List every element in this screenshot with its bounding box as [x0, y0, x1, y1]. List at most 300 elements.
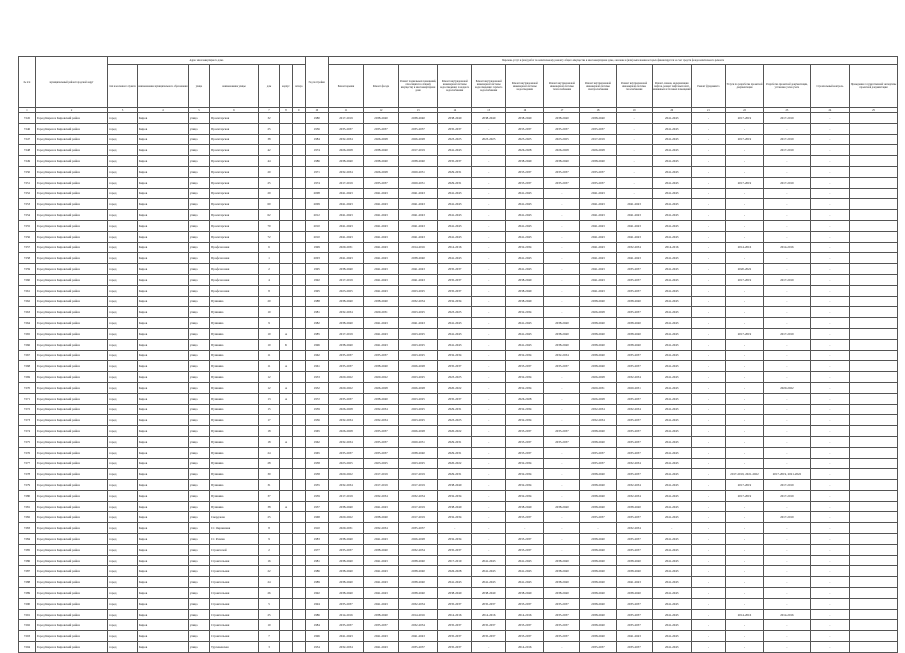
table-cell	[292, 447, 305, 458]
table-cell	[292, 436, 305, 447]
column-number-cell: 22	[725, 108, 763, 113]
table-cell: 16	[258, 555, 279, 566]
table-cell: Киров	[137, 307, 188, 318]
table-cell: 7251	[19, 177, 36, 188]
table-cell: 2035-2037	[506, 177, 544, 188]
table-cell	[280, 631, 293, 642]
table-cell: 2041-2043	[580, 264, 616, 275]
table-cell: 2038-2040	[398, 577, 437, 588]
table-cell: Город Киров и Кировский район	[35, 393, 107, 404]
table-cell: 2041-2043	[363, 188, 398, 199]
table-cell: -	[764, 620, 811, 631]
table-cell	[292, 620, 305, 631]
table-cell: 7265	[19, 328, 36, 339]
table-cell	[850, 350, 898, 361]
table-cell: Город Киров и Кировский район	[35, 156, 107, 167]
table-cell: 37	[258, 490, 279, 501]
table-cell: Профсоюзная	[210, 253, 259, 264]
table-cell	[850, 188, 898, 199]
table-cell: 7264	[19, 318, 36, 329]
table-cell: улица	[188, 404, 209, 415]
table-cell: -	[472, 458, 506, 469]
table-cell: 2041-2043	[363, 631, 398, 642]
table-cell: -	[764, 253, 811, 264]
table-cell: 2038-2040	[363, 512, 398, 523]
table-cell: -	[472, 156, 506, 167]
table-cell: 1910	[305, 523, 328, 534]
table-cell: 2041-2043	[652, 264, 691, 275]
table-row	[19, 544, 898, 555]
table-cell: 42	[258, 145, 279, 156]
table-cell: 2038-2040	[580, 534, 616, 545]
column-number-cell: 25	[850, 108, 898, 113]
table-cell: 1988	[305, 296, 328, 307]
table-cell: 2026-2028	[363, 382, 398, 393]
column-number-cell: 17	[544, 108, 580, 113]
table-row	[19, 469, 898, 480]
table-cell: Город Киров и Кировский район	[35, 501, 107, 512]
table-cell: улица	[188, 566, 209, 577]
table-cell: -	[764, 188, 811, 199]
table-cell: 4	[258, 274, 279, 285]
table-cell: улица	[188, 372, 209, 383]
table-cell: 2035-2037	[472, 631, 506, 642]
table-cell: Киров	[137, 404, 188, 415]
table-cell: 2041-2043	[580, 220, 616, 231]
table-cell: -	[764, 296, 811, 307]
table-cell: 7290	[19, 598, 36, 609]
table-cell: 22	[258, 566, 279, 577]
table-cell: 2	[258, 264, 279, 275]
table-cell: Город Киров и Кировский район	[35, 382, 107, 393]
table-cell: 2041-2043	[652, 285, 691, 296]
table-cell	[280, 598, 293, 609]
table-row	[19, 426, 898, 437]
table-cell: -	[810, 199, 849, 210]
table-cell: 7274	[19, 426, 36, 437]
table-cell: 24	[258, 577, 279, 588]
table-cell: 2038-2040	[616, 555, 652, 566]
table-cell: 2041-2043	[328, 231, 363, 242]
table-cell: город	[108, 544, 138, 555]
table-cell: А	[280, 382, 293, 393]
table-cell: 2017-2019	[363, 469, 398, 480]
table-cell: -	[691, 426, 725, 437]
table-cell	[850, 372, 898, 383]
table-cell: -	[810, 296, 849, 307]
table-cell: 2041-2043	[363, 264, 398, 275]
table-cell	[280, 220, 293, 231]
table-cell: -	[810, 415, 849, 426]
table-cell: -	[691, 134, 725, 145]
table-cell: Город Киров и Кировский район	[35, 588, 107, 599]
table-cell: -	[725, 210, 763, 221]
table-cell: 1954	[305, 642, 328, 653]
table-cell: 32	[258, 113, 279, 124]
table-cell: -	[472, 231, 506, 242]
table-cell: Строительная	[210, 631, 259, 642]
table-cell: 1980	[305, 113, 328, 124]
table-cell: 2035-2037	[616, 415, 652, 426]
table-cell: 2020-2022	[438, 458, 472, 469]
table-cell: 2038-2040	[506, 285, 544, 296]
table-cell: -	[691, 588, 725, 599]
table-cell: -	[691, 274, 725, 285]
table-cell: -	[810, 642, 849, 653]
table-cell: -	[810, 231, 849, 242]
table-cell: 2023-2025	[398, 339, 437, 350]
table-cell: 2038-2040	[544, 339, 580, 350]
table-cell: 2038-2040	[544, 156, 580, 167]
table-cell: 2041-2043	[506, 199, 544, 210]
table-cell: -	[810, 339, 849, 350]
table-cell: 2041-2043	[652, 415, 691, 426]
table-cell	[850, 555, 898, 566]
header-cell: литера	[292, 65, 305, 108]
table-cell: 2029-2031	[438, 469, 472, 480]
table-cell: Город Киров и Кировский район	[35, 113, 107, 124]
table-cell: 7292	[19, 620, 36, 631]
table-row	[19, 555, 898, 566]
table-cell: Киров	[137, 501, 188, 512]
table-cell: 2029-2031	[328, 242, 363, 253]
table-cell: Город Киров и Кировский район	[35, 544, 107, 555]
header-cell: Ремонт внутридомовой инженерной системы электроснабжения	[580, 65, 616, 108]
table-cell: Киров	[137, 220, 188, 231]
table-cell	[280, 426, 293, 437]
table-cell: -	[472, 501, 506, 512]
table-cell: Киров	[137, 177, 188, 188]
table-cell: город	[108, 318, 138, 329]
table-cell: 2041-2043	[652, 566, 691, 577]
table-cell: город	[108, 188, 138, 199]
table-cell: город	[108, 350, 138, 361]
table-cell: -	[764, 598, 811, 609]
table-cell: -	[810, 177, 849, 188]
table-cell: 2038-2040	[580, 426, 616, 437]
table-cell: Пушкина	[210, 490, 259, 501]
table-cell: 2012	[305, 210, 328, 221]
table-cell: 2020-2022	[764, 382, 811, 393]
table-cell: 2026-2028	[398, 382, 437, 393]
table-cell: 7257	[19, 242, 36, 253]
column-number-cell: 13	[398, 108, 437, 113]
table-cell	[280, 253, 293, 264]
table-cell: 2041-2043	[363, 555, 398, 566]
column-number-cell: 6	[210, 108, 259, 113]
table-cell: -	[544, 480, 580, 491]
table-cell: 2041-2043	[506, 253, 544, 264]
table-cell: улица	[188, 577, 209, 588]
table-cell	[280, 166, 293, 177]
table-cell: 2041-2043	[363, 577, 398, 588]
table-cell	[850, 264, 898, 275]
table-cell: 2041-2043	[580, 285, 616, 296]
table-cell: 2041-2043	[472, 555, 506, 566]
table-cell	[280, 512, 293, 523]
table-cell: 2023-2025	[398, 458, 437, 469]
table-cell: 1984	[305, 620, 328, 631]
table-cell: 2032-2034	[328, 166, 363, 177]
header-cell: дом	[258, 65, 279, 108]
table-cell: город	[108, 156, 138, 167]
column-number-cell: 12	[363, 108, 398, 113]
table-cell: Город Киров и Кировский район	[35, 307, 107, 318]
table-cell: -	[472, 188, 506, 199]
table-cell: улица	[188, 188, 209, 199]
table-cell: Город Киров и Кировский район	[35, 458, 107, 469]
table-cell: 2038-2040	[328, 577, 363, 588]
table-cell: город	[108, 145, 138, 156]
table-cell: -	[810, 393, 849, 404]
table-cell: 2026-2028	[506, 145, 544, 156]
table-cell: -	[725, 296, 763, 307]
table-cell: -	[764, 318, 811, 329]
table-cell: 2009	[305, 199, 328, 210]
table-cell: -	[764, 264, 811, 275]
table-row	[19, 264, 898, 275]
table-cell: 2032-2034	[328, 480, 363, 491]
table-cell: улица	[188, 264, 209, 275]
table-cell: -	[544, 220, 580, 231]
table-cell	[292, 501, 305, 512]
table-row	[19, 609, 898, 620]
table-cell	[850, 393, 898, 404]
table-cell: 2041-2043	[398, 210, 437, 221]
table-cell: Пушкина	[210, 318, 259, 329]
table-cell: -	[544, 307, 580, 318]
table-cell: -	[544, 458, 580, 469]
table-cell: 2041-2043	[652, 134, 691, 145]
table-cell: 2035-2037	[438, 285, 472, 296]
table-cell	[292, 631, 305, 642]
table-cell: -	[725, 382, 763, 393]
table-cell: 2017-2019	[398, 512, 437, 523]
table-cell	[850, 534, 898, 545]
table-cell: 2038-2040	[506, 501, 544, 512]
table-cell: 25	[258, 177, 279, 188]
table-cell	[280, 134, 293, 145]
table-cell: -	[810, 512, 849, 523]
table-row	[19, 566, 898, 577]
table-cell: город	[108, 642, 138, 653]
table-cell: 1981	[305, 555, 328, 566]
table-cell: 7258	[19, 253, 36, 264]
table-cell: -	[544, 469, 580, 480]
table-cell: -	[725, 372, 763, 383]
table-cell: Киров	[137, 113, 188, 124]
table-cell	[292, 113, 305, 124]
table-cell: 2035-2037	[544, 609, 580, 620]
table-cell: -	[472, 350, 506, 361]
table-cell	[280, 642, 293, 653]
table-cell: 2038-2040	[616, 328, 652, 339]
table-cell	[292, 544, 305, 555]
table-cell: 2038-2040	[506, 274, 544, 285]
table-cell: 2020-2022	[363, 372, 398, 383]
table-cell: 2035-2037	[544, 598, 580, 609]
table-cell: -	[691, 631, 725, 642]
table-cell: -	[544, 544, 580, 555]
table-cell: 2038-2040	[544, 318, 580, 329]
table-cell: город	[108, 123, 138, 134]
table-row	[19, 166, 898, 177]
table-cell: -	[764, 534, 811, 545]
table-cell: 24	[258, 447, 279, 458]
table-cell: 2017-2019	[764, 145, 811, 156]
table-cell: -	[472, 490, 506, 501]
table-cell: -	[544, 274, 580, 285]
table-cell: -	[725, 166, 763, 177]
table-cell: -	[472, 480, 506, 491]
table-cell: 2023-2025	[398, 404, 437, 415]
table-cell: 2035-2037	[363, 436, 398, 447]
table-row	[19, 328, 898, 339]
table-cell: 2041-2043	[652, 588, 691, 599]
column-number-cell: 18	[580, 108, 616, 113]
table-cell: -	[691, 156, 725, 167]
table-cell: 2041-2043	[652, 307, 691, 318]
table-cell: 28	[258, 458, 279, 469]
table-cell: 7289	[19, 588, 36, 599]
table-cell: Город Киров и Кировский район	[35, 609, 107, 620]
column-number-cell: 2	[35, 108, 107, 113]
table-cell: город	[108, 382, 138, 393]
table-cell: 2017-2019	[725, 113, 763, 124]
table-cell: улица	[188, 318, 209, 329]
table-cell: -	[725, 393, 763, 404]
table-cell: 2035-2037	[438, 123, 472, 134]
table-cell: 2023-2025	[398, 415, 437, 426]
table-cell: Город Киров и Кировский район	[35, 523, 107, 534]
table-cell: 2038-2040	[580, 490, 616, 501]
table-cell: 1977	[305, 544, 328, 555]
table-cell: 2038-2040	[506, 296, 544, 307]
table-cell: 44	[258, 156, 279, 167]
table-cell: 2017-2019	[398, 501, 437, 512]
table-row	[19, 501, 898, 512]
table-cell: 2041-2043	[363, 501, 398, 512]
table-cell: -	[764, 220, 811, 231]
column-number-cell: 9	[292, 108, 305, 113]
table-cell: 2035-2037	[438, 598, 472, 609]
table-cell	[850, 490, 898, 501]
table-cell	[280, 145, 293, 156]
table-cell: 2035-2037	[398, 642, 437, 653]
table-cell: город	[108, 631, 138, 642]
table-cell: -	[810, 469, 849, 480]
table-cell: 7267	[19, 350, 36, 361]
table-row	[19, 631, 898, 642]
table-cell: 2026-2028	[328, 404, 363, 415]
table-cell: 1981	[305, 307, 328, 318]
table-cell	[850, 242, 898, 253]
header-cell: Ремонт подвальных помещений, относящихся к общему имуществу в многоквартирном доме	[398, 65, 437, 108]
table-cell: -	[810, 361, 849, 372]
table-cell: город	[108, 166, 138, 177]
table-cell: -	[691, 339, 725, 350]
table-cell: -	[472, 436, 506, 447]
table-cell: -	[764, 523, 811, 534]
table-cell: 1996	[305, 631, 328, 642]
table-cell: Киров	[137, 242, 188, 253]
table-cell: 2017-2019	[725, 134, 763, 145]
table-cell: 11	[258, 350, 279, 361]
table-cell: 20	[258, 166, 279, 177]
column-number-cell: 4	[137, 108, 188, 113]
header-cell: корпус	[280, 65, 293, 108]
table-cell: 2041-2043	[398, 188, 437, 199]
table-cell: 2032-2034	[506, 490, 544, 501]
table-cell: 2023-2025	[328, 285, 363, 296]
table-cell: Киров	[137, 598, 188, 609]
table-cell: 2035-2037	[506, 426, 544, 437]
table-cell: -	[764, 415, 811, 426]
table-cell: 2035-2037	[438, 264, 472, 275]
table-cell: 2035-2037	[616, 361, 652, 372]
table-cell: -	[472, 523, 506, 534]
table-cell: 29	[258, 188, 279, 199]
table-cell: 2041-2043	[438, 188, 472, 199]
table-cell: 2032-2034	[398, 490, 437, 501]
header-cell: Ремонт внутридомовой инженерной системы газоснабжения	[616, 65, 652, 108]
table-cell: 2023-2025	[398, 328, 437, 339]
table-cell: -	[725, 534, 763, 545]
table-cell: -	[725, 415, 763, 426]
table-cell: 2041-2043	[506, 220, 544, 231]
table-row	[19, 642, 898, 653]
table-cell: 7246	[19, 123, 36, 134]
table-cell: -	[764, 350, 811, 361]
table-cell	[280, 404, 293, 415]
table-cell: улица	[188, 631, 209, 642]
table-cell	[280, 318, 293, 329]
table-cell	[292, 166, 305, 177]
table-cell: Пушкина	[210, 339, 259, 350]
table-cell: Город Киров и Кировский район	[35, 328, 107, 339]
table-cell: Пролетарская	[210, 134, 259, 145]
table-cell: 2041-2043	[580, 188, 616, 199]
table-cell: 2035-2037	[616, 620, 652, 631]
table-row	[19, 177, 898, 188]
table-cell: 2041-2043	[652, 393, 691, 404]
header-cell: улица	[188, 65, 209, 108]
table-cell: 70	[258, 220, 279, 231]
table-cell: 2041-2043	[363, 231, 398, 242]
table-cell: -	[544, 512, 580, 523]
table-cell: город	[108, 436, 138, 447]
table-cell: -	[691, 501, 725, 512]
table-cell: 2038-2040	[328, 339, 363, 350]
table-cell: -	[691, 188, 725, 199]
table-cell: 2032-2034	[363, 523, 398, 534]
table-cell: 2038-2040	[580, 350, 616, 361]
table-cell: город	[108, 328, 138, 339]
table-cell: 2041-2043	[652, 404, 691, 415]
table-cell: 2041-2043	[652, 113, 691, 124]
table-cell: 2032-2034	[438, 512, 472, 523]
table-cell: -	[691, 350, 725, 361]
table-cell: 2041-2043	[438, 577, 472, 588]
table-row	[19, 134, 898, 145]
table-cell: 1974	[305, 177, 328, 188]
header-cell: Ремонт фундамента	[691, 65, 725, 108]
table-cell: город	[108, 372, 138, 383]
table-cell: Пушкина	[210, 296, 259, 307]
column-number-cell: 5	[188, 108, 209, 113]
table-cell: 2041-2043	[506, 318, 544, 329]
table-cell: 1995	[305, 285, 328, 296]
